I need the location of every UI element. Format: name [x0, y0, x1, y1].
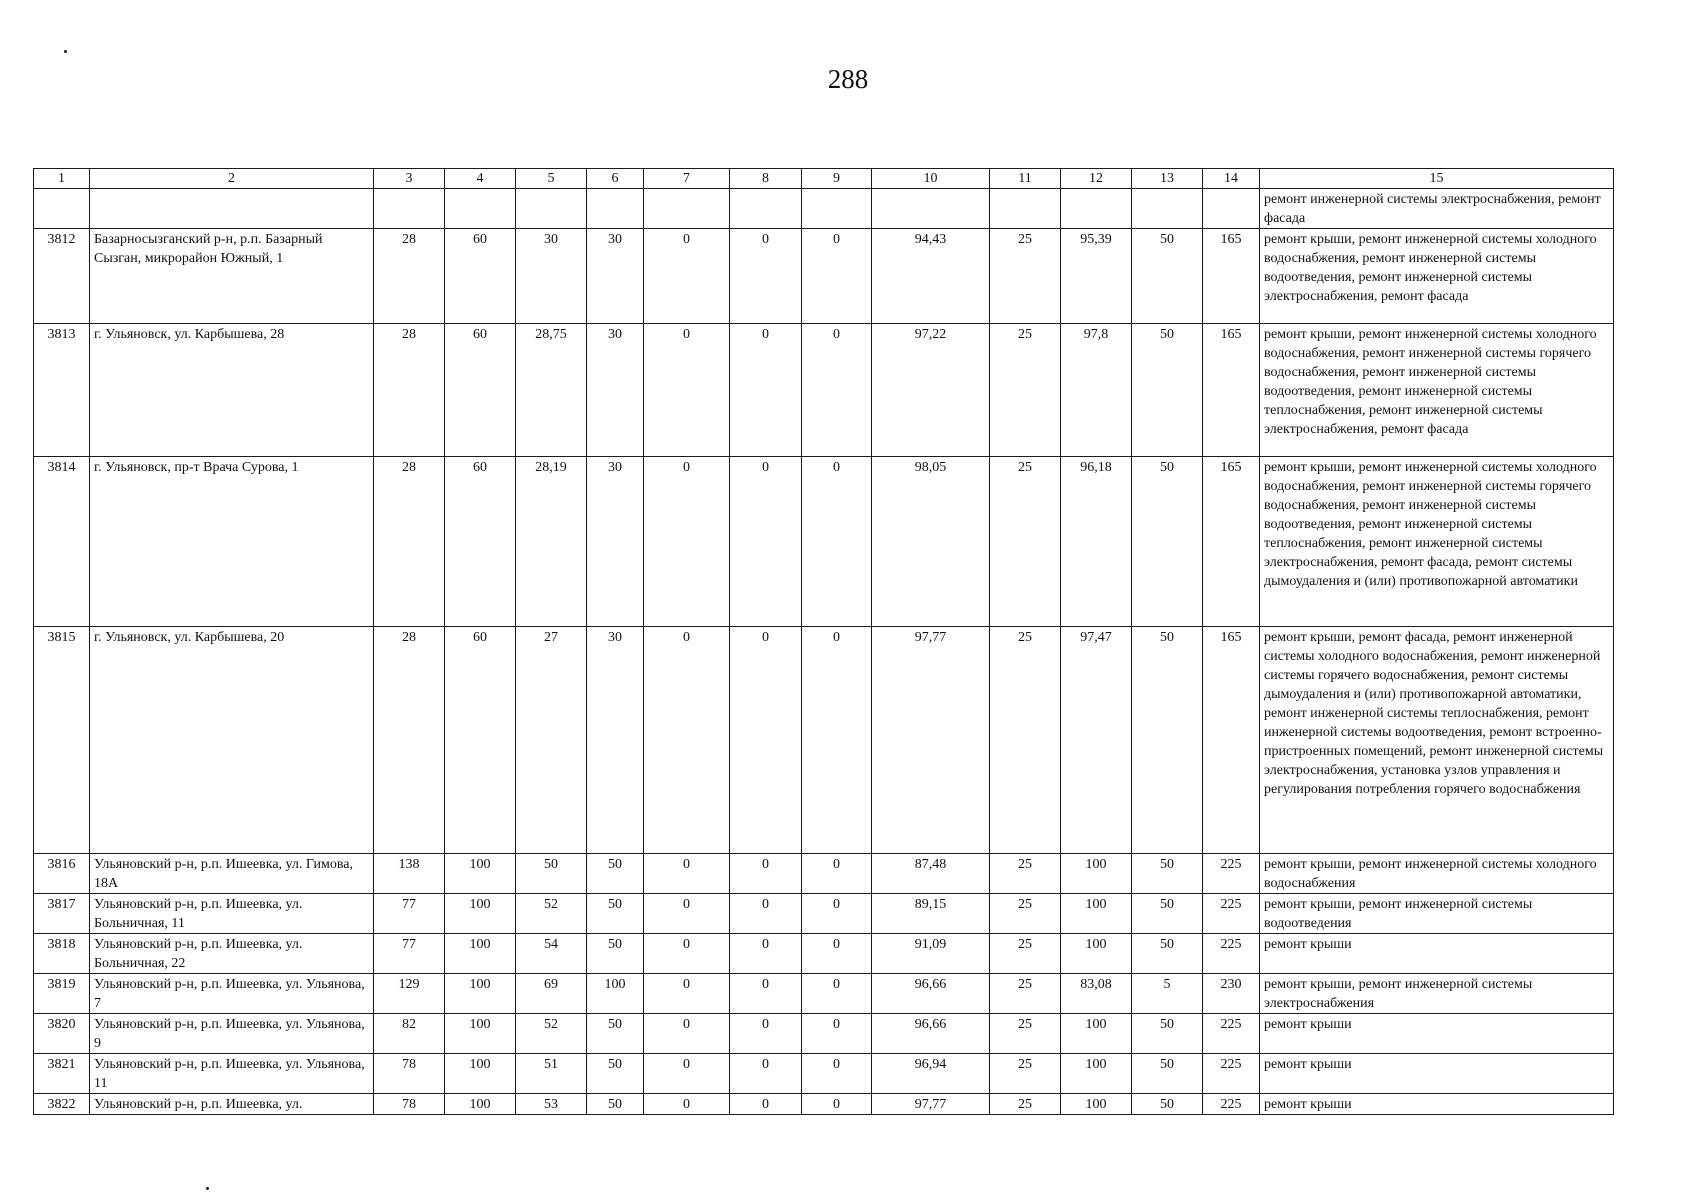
column-number: 5: [516, 169, 587, 189]
column-number: 7: [644, 169, 730, 189]
cell-c8: 0: [730, 1054, 802, 1094]
cell-c7: 0: [644, 974, 730, 1014]
register-table: [33, 168, 1614, 1115]
cell-c3: 78: [374, 1094, 445, 1115]
cell-c14: 225: [1203, 1054, 1260, 1094]
continuation-row: [34, 189, 1614, 229]
cell-c7: 0: [644, 1054, 730, 1094]
cell-c2: [90, 189, 374, 229]
cell-c15: ремонт инженерной системы электроснабжения, ремонт фасада: [1260, 189, 1614, 229]
cell-c3: 28: [374, 627, 445, 854]
cell-c7: 0: [644, 627, 730, 854]
cell-c9: 0: [802, 324, 872, 457]
cell-c3: 78: [374, 1054, 445, 1094]
cell-c4: 60: [445, 627, 516, 854]
cell-c10: 87,48: [872, 854, 990, 894]
cell-c6: 50: [587, 894, 644, 934]
cell-c7: 0: [644, 1094, 730, 1115]
cell-c5: 50: [516, 854, 587, 894]
cell-c5: 51: [516, 1054, 587, 1094]
cell-c8: [730, 189, 802, 229]
cell-c2: г. Ульяновск, ул. Карбышева, 20: [90, 627, 374, 854]
cell-c7: 0: [644, 457, 730, 627]
cell-c1: 3813: [34, 324, 90, 457]
cell-c5: 28,19: [516, 457, 587, 627]
table-row: [34, 1094, 1614, 1115]
cell-c2: Ульяновский р-н, р.п. Ишеевка, ул. Гимова, 18А: [90, 854, 374, 894]
column-number: 15: [1260, 169, 1614, 189]
cell-c9: 0: [802, 854, 872, 894]
table-row: [34, 324, 1614, 457]
cell-c14: [1203, 189, 1260, 229]
cell-c11: 25: [990, 627, 1061, 854]
cell-c11: 25: [990, 854, 1061, 894]
cell-c10: 97,77: [872, 1094, 990, 1115]
cell-c15: ремонт крыши: [1260, 934, 1614, 974]
cell-c10: 94,43: [872, 229, 990, 324]
cell-c11: 25: [990, 974, 1061, 1014]
cell-c4: 100: [445, 1054, 516, 1094]
cell-c13: 50: [1132, 324, 1203, 457]
cell-c11: [990, 189, 1061, 229]
cell-c9: 0: [802, 974, 872, 1014]
cell-c2: Ульяновский р-н, р.п. Ишеевка, ул. Больничная, 11: [90, 894, 374, 934]
cell-c6: 30: [587, 324, 644, 457]
cell-c13: 50: [1132, 457, 1203, 627]
cell-c2: г. Ульяновск, пр-т Врача Сурова, 1: [90, 457, 374, 627]
cell-c3: 28: [374, 324, 445, 457]
cell-c3: [374, 189, 445, 229]
cell-c13: 50: [1132, 894, 1203, 934]
cell-c9: 0: [802, 457, 872, 627]
cell-c10: 96,66: [872, 1014, 990, 1054]
table-row: [34, 894, 1614, 934]
cell-c12: 100: [1061, 1094, 1132, 1115]
cell-c6: 50: [587, 1054, 644, 1094]
cell-c12: 97,8: [1061, 324, 1132, 457]
cell-c11: 25: [990, 324, 1061, 457]
cell-c13: 50: [1132, 1014, 1203, 1054]
cell-c4: 60: [445, 457, 516, 627]
table-row: [34, 974, 1614, 1014]
cell-c6: 50: [587, 1014, 644, 1054]
cell-c1: 3822: [34, 1094, 90, 1115]
cell-c14: 225: [1203, 894, 1260, 934]
column-number: 8: [730, 169, 802, 189]
cell-c6: 50: [587, 854, 644, 894]
cell-c12: 100: [1061, 1054, 1132, 1094]
cell-c4: 100: [445, 1094, 516, 1115]
cell-c1: 3820: [34, 1014, 90, 1054]
cell-c3: 138: [374, 854, 445, 894]
cell-c13: 50: [1132, 627, 1203, 854]
cell-c4: 60: [445, 324, 516, 457]
cell-c7: 0: [644, 1014, 730, 1054]
cell-c1: 3819: [34, 974, 90, 1014]
cell-c9: 0: [802, 229, 872, 324]
column-number: 12: [1061, 169, 1132, 189]
cell-c15: ремонт крыши, ремонт фасада, ремонт инженерной системы холодного водоснабжения, ремонт инженерной системы горячего водоснабжения, ремонт системы дымоудаления и (или) противопожарной автоматики, ремонт инженерной системы теплоснабжения, ремонт инженерной системы водоотведения, ремонт встроенно-пристроенных помещений, ремонт инженерной системы электроснабжения, установка узлов управления и регулирования потребления горячего водоснабжения: [1260, 627, 1614, 854]
cell-c8: 0: [730, 457, 802, 627]
cell-c12: 95,39: [1061, 229, 1132, 324]
cell-c11: 25: [990, 934, 1061, 974]
cell-c1: 3816: [34, 854, 90, 894]
cell-c8: 0: [730, 1014, 802, 1054]
cell-c7: 0: [644, 854, 730, 894]
cell-c7: [644, 189, 730, 229]
cell-c6: [587, 189, 644, 229]
cell-c8: 0: [730, 894, 802, 934]
cell-c10: 91,09: [872, 934, 990, 974]
cell-c2: Ульяновский р-н, р.п. Ишеевка, ул. Ульянова, 7: [90, 974, 374, 1014]
table-row: [34, 229, 1614, 324]
column-number: 1: [34, 169, 90, 189]
cell-c4: 100: [445, 1014, 516, 1054]
cell-c14: 165: [1203, 229, 1260, 324]
cell-c7: 0: [644, 324, 730, 457]
column-number: 2: [90, 169, 374, 189]
cell-c7: 0: [644, 934, 730, 974]
cell-c15: ремонт крыши, ремонт инженерной системы водоотведения: [1260, 894, 1614, 934]
cell-c5: 52: [516, 1014, 587, 1054]
cell-c15: ремонт крыши, ремонт инженерной системы холодного водоснабжения, ремонт инженерной системы водоотведения, ремонт инженерной системы электроснабжения, ремонт фасада: [1260, 229, 1614, 324]
cell-c9: 0: [802, 934, 872, 974]
cell-c9: 0: [802, 1014, 872, 1054]
cell-c5: 54: [516, 934, 587, 974]
cell-c5: 30: [516, 229, 587, 324]
cell-c15: ремонт крыши, ремонт инженерной системы холодного водоснабжения: [1260, 854, 1614, 894]
table-row: [34, 627, 1614, 854]
table-header: [34, 169, 1614, 189]
table-row: [34, 1014, 1614, 1054]
table-row: [34, 854, 1614, 894]
cell-c14: 225: [1203, 1014, 1260, 1054]
cell-c10: 98,05: [872, 457, 990, 627]
cell-c12: 100: [1061, 934, 1132, 974]
cell-c1: 3821: [34, 1054, 90, 1094]
cell-c11: 25: [990, 457, 1061, 627]
cell-c8: 0: [730, 627, 802, 854]
cell-c12: 96,18: [1061, 457, 1132, 627]
cell-c13: 50: [1132, 229, 1203, 324]
cell-c15: ремонт крыши: [1260, 1094, 1614, 1115]
cell-c4: 100: [445, 934, 516, 974]
cell-c3: 82: [374, 1014, 445, 1054]
cell-c9: 0: [802, 627, 872, 854]
cell-c5: 27: [516, 627, 587, 854]
scan-speck: [206, 1187, 209, 1190]
column-number: 14: [1203, 169, 1260, 189]
cell-c12: 100: [1061, 894, 1132, 934]
cell-c10: 96,66: [872, 974, 990, 1014]
cell-c9: [802, 189, 872, 229]
cell-c14: 225: [1203, 1094, 1260, 1115]
cell-c9: 0: [802, 1054, 872, 1094]
cell-c3: 28: [374, 229, 445, 324]
cell-c2: Ульяновский р-н, р.п. Ишеевка, ул. Ульянова, 11: [90, 1054, 374, 1094]
cell-c11: 25: [990, 229, 1061, 324]
column-number: 3: [374, 169, 445, 189]
cell-c14: 165: [1203, 627, 1260, 854]
cell-c4: 100: [445, 854, 516, 894]
cell-c9: 0: [802, 1094, 872, 1115]
cell-c2: г. Ульяновск, ул. Карбышева, 28: [90, 324, 374, 457]
cell-c6: 30: [587, 229, 644, 324]
cell-c6: 50: [587, 1094, 644, 1115]
cell-c8: 0: [730, 229, 802, 324]
column-number-row: [34, 169, 1614, 189]
column-number: 10: [872, 169, 990, 189]
cell-c1: 3818: [34, 934, 90, 974]
cell-c1: 3817: [34, 894, 90, 934]
cell-c14: 225: [1203, 934, 1260, 974]
cell-c13: [1132, 189, 1203, 229]
cell-c7: 0: [644, 894, 730, 934]
cell-c8: 0: [730, 1094, 802, 1115]
cell-c12: 83,08: [1061, 974, 1132, 1014]
cell-c3: 77: [374, 894, 445, 934]
cell-c3: 129: [374, 974, 445, 1014]
column-number: 4: [445, 169, 516, 189]
cell-c11: 25: [990, 1014, 1061, 1054]
column-number: 13: [1132, 169, 1203, 189]
cell-c10: 89,15: [872, 894, 990, 934]
cell-c2: Ульяновский р-н, р.п. Ишеевка, ул. Ульянова, 9: [90, 1014, 374, 1054]
cell-c1: 3812: [34, 229, 90, 324]
cell-c1: 3815: [34, 627, 90, 854]
cell-c6: 30: [587, 457, 644, 627]
cell-c5: 69: [516, 974, 587, 1014]
cell-c8: 0: [730, 934, 802, 974]
cell-c5: [516, 189, 587, 229]
column-number: 11: [990, 169, 1061, 189]
cell-c11: 25: [990, 1094, 1061, 1115]
cell-c4: 100: [445, 894, 516, 934]
cell-c6: 30: [587, 627, 644, 854]
cell-c5: 53: [516, 1094, 587, 1115]
column-number: 9: [802, 169, 872, 189]
cell-c8: 0: [730, 324, 802, 457]
cell-c2: Базарносызганский р-н, р.п. Базарный Сызган, микрорайон Южный, 1: [90, 229, 374, 324]
cell-c12: 100: [1061, 854, 1132, 894]
cell-c12: 97,47: [1061, 627, 1132, 854]
cell-c6: 100: [587, 974, 644, 1014]
cell-c11: 25: [990, 1054, 1061, 1094]
cell-c14: 165: [1203, 457, 1260, 627]
cell-c5: 28,75: [516, 324, 587, 457]
cell-c12: [1061, 189, 1132, 229]
cell-c4: 60: [445, 229, 516, 324]
cell-c5: 52: [516, 894, 587, 934]
scan-speck: [64, 50, 67, 53]
cell-c6: 50: [587, 934, 644, 974]
cell-c9: 0: [802, 894, 872, 934]
cell-c15: ремонт крыши, ремонт инженерной системы холодного водоснабжения, ремонт инженерной системы горячего водоснабжения, ремонт инженерной системы водоотведения, ремонт инженерной системы теплоснабжения, ремонт инженерной системы электроснабжения, ремонт фасада: [1260, 324, 1614, 457]
cell-c3: 28: [374, 457, 445, 627]
cell-c10: 97,77: [872, 627, 990, 854]
cell-c15: ремонт крыши, ремонт инженерной системы холодного водоснабжения, ремонт инженерной системы горячего водоснабжения, ремонт инженерной системы водоотведения, ремонт инженерной системы теплоснабжения, ремонт инженерной системы электроснабжения, ремонт фасада, ремонт системы дымоудаления и (или) противопожарной автоматики: [1260, 457, 1614, 627]
cell-c13: 5: [1132, 974, 1203, 1014]
cell-c15: ремонт крыши, ремонт инженерной системы электроснабжения: [1260, 974, 1614, 1014]
cell-c15: ремонт крыши: [1260, 1054, 1614, 1094]
cell-c13: 50: [1132, 934, 1203, 974]
cell-c1: [34, 189, 90, 229]
cell-c3: 77: [374, 934, 445, 974]
cell-c11: 25: [990, 894, 1061, 934]
cell-c14: 225: [1203, 854, 1260, 894]
cell-c4: 100: [445, 974, 516, 1014]
cell-c13: 50: [1132, 854, 1203, 894]
cell-c14: 165: [1203, 324, 1260, 457]
cell-c4: [445, 189, 516, 229]
page-number: 288: [827, 64, 869, 94]
column-number: 6: [587, 169, 644, 189]
cell-c14: 230: [1203, 974, 1260, 1014]
cell-c2: Ульяновский р-н, р.п. Ишеевка, ул. Больничная, 22: [90, 934, 374, 974]
cell-c2: Ульяновский р-н, р.п. Ишеевка, ул.: [90, 1094, 374, 1115]
cell-c1: 3814: [34, 457, 90, 627]
table-body: [34, 189, 1614, 1115]
cell-c8: 0: [730, 854, 802, 894]
table-row: [34, 457, 1614, 627]
cell-c13: 50: [1132, 1054, 1203, 1094]
cell-c10: [872, 189, 990, 229]
table-row: [34, 1054, 1614, 1094]
cell-c10: 96,94: [872, 1054, 990, 1094]
cell-c7: 0: [644, 229, 730, 324]
table-row: [34, 934, 1614, 974]
cell-c12: 100: [1061, 1014, 1132, 1054]
cell-c10: 97,22: [872, 324, 990, 457]
cell-c8: 0: [730, 974, 802, 1014]
cell-c15: ремонт крыши: [1260, 1014, 1614, 1054]
cell-c13: 50: [1132, 1094, 1203, 1115]
